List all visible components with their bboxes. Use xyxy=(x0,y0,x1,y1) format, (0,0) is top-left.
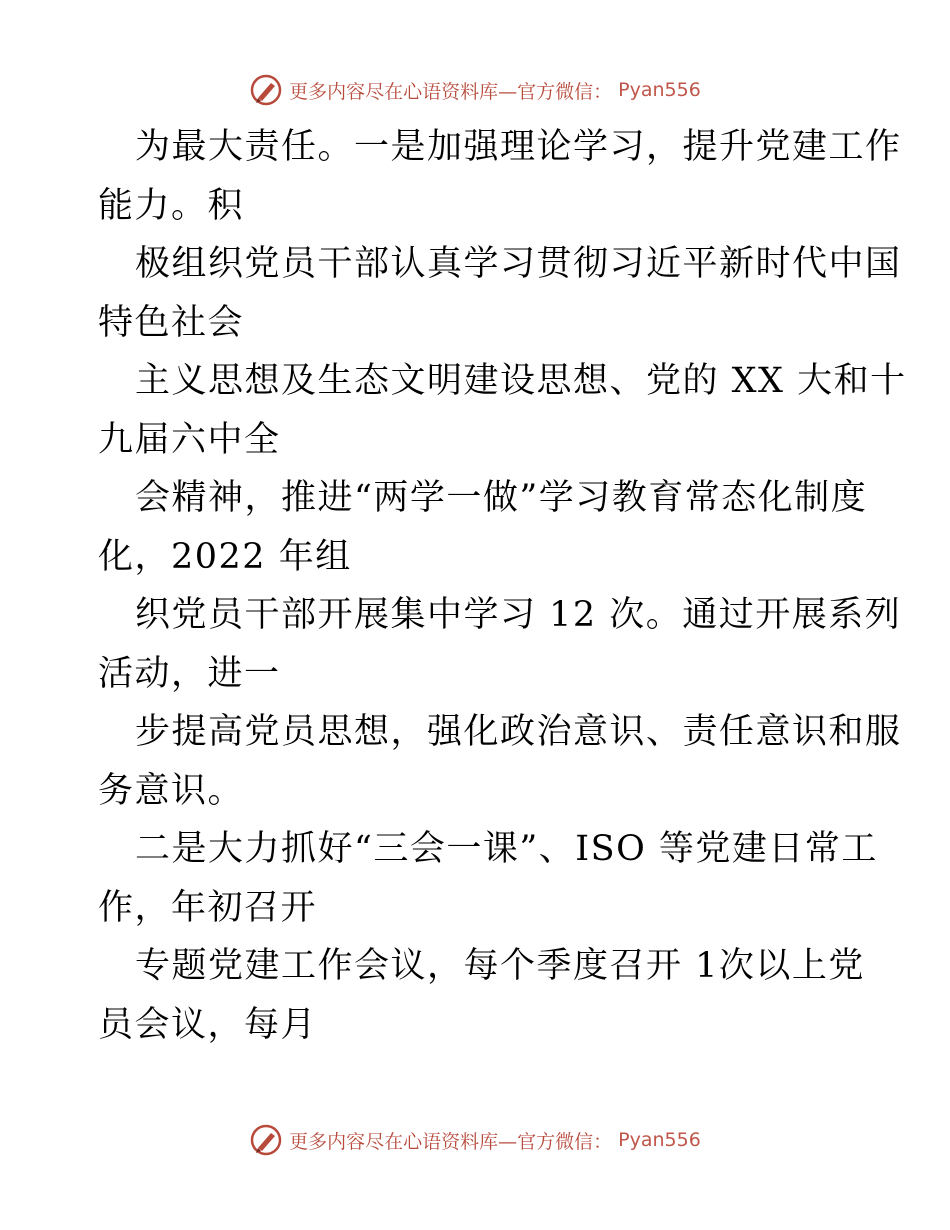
pen-logo-icon xyxy=(249,73,283,107)
page-header-banner xyxy=(0,70,950,110)
body-line: 主义思想及生态文明建设思想、党的 XX 大和十 xyxy=(135,361,907,401)
page-footer-banner xyxy=(0,1120,950,1160)
body-line: 务意识。 xyxy=(98,770,245,811)
body-line: 为最大责任。一是加强理论学习，提升党建工作 xyxy=(135,127,902,167)
body-line: 极组织党员干部认真学习贯彻习近平新时代中国 xyxy=(135,244,902,284)
body-line: 活动，进一 xyxy=(98,653,281,694)
body-line: 能力。积 xyxy=(98,185,245,226)
body-line: 特色社会 xyxy=(98,302,245,343)
body-line: 化，2022 年组 xyxy=(98,536,352,577)
body-line: 织党员干部开展集中学习 12 次。通过开展系列 xyxy=(135,595,902,635)
banner-wechat-id: Pyan556 xyxy=(618,1129,701,1151)
banner-text: 更多内容尽在心语资料库—官方微信： xyxy=(289,1130,613,1153)
brand xyxy=(249,73,701,107)
body-line: 九届六中全 xyxy=(98,419,281,460)
body-line: 会精神，推进“两学一做”学习教育常态化制度 xyxy=(135,478,868,518)
banner-wechat-id: Pyan556 xyxy=(618,79,701,101)
body-line: 作，年初召开 xyxy=(98,887,318,928)
brand xyxy=(249,1123,701,1157)
body-line: 二是大力抓好“三会一课”、ISO 等党建日常工 xyxy=(135,829,878,869)
body-line: 步提高党员思想，强化政治意识、责任意识和服 xyxy=(135,712,902,752)
banner-text: 更多内容尽在心语资料库—官方微信： xyxy=(289,80,613,103)
body-line: 员会议，每月 xyxy=(98,1004,318,1045)
pen-logo-icon xyxy=(249,1123,283,1157)
body-line: 专题党建工作会议，每个季度召开 1次以上党 xyxy=(135,946,865,986)
document-body xyxy=(98,118,907,1054)
